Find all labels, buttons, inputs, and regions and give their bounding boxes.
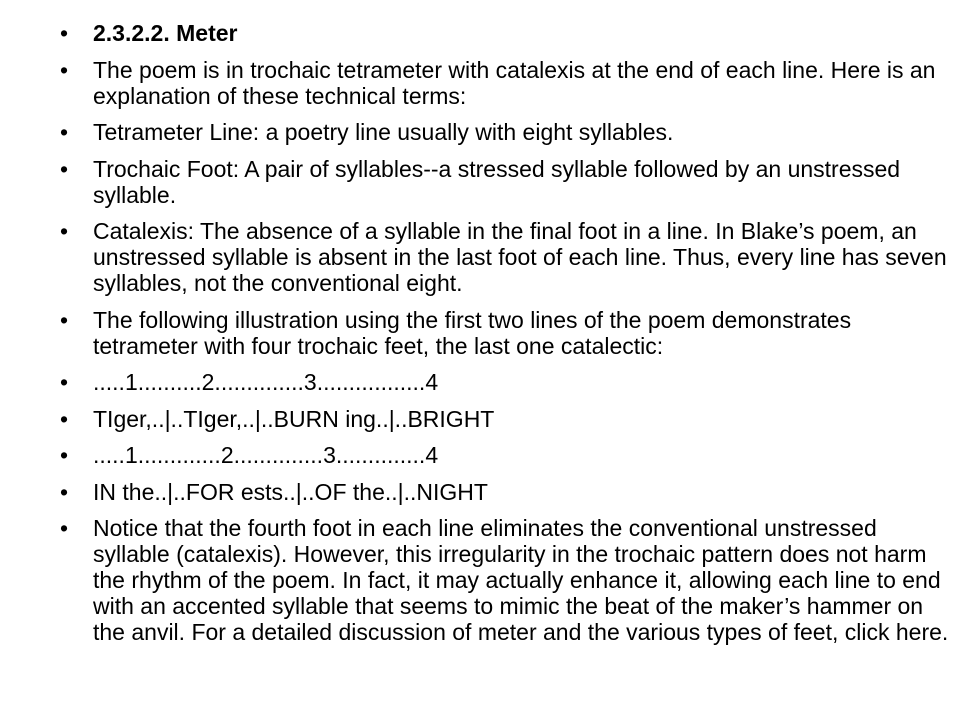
- bullet-text: .....1..........2..............3.................4: [93, 369, 439, 395]
- bullet-list: [60, 20, 949, 645]
- bullet-item-notice: [60, 515, 955, 645]
- bullet-item-heading: [60, 20, 955, 46]
- bullet-icon: •: [60, 306, 69, 333]
- bullet-icon: •: [60, 369, 69, 395]
- bullet-item-scansion-line-2: [60, 479, 955, 505]
- bullet-icon: •: [60, 56, 69, 83]
- bullet-item-tetrameter: [60, 119, 955, 145]
- bullet-icon: •: [60, 119, 69, 145]
- bullet-item-foot-numbers-2: [60, 442, 955, 468]
- bullet-text: Catalexis: The absence of a syllable in the final foot in a line. In Blake’s poem, an unstressed syllable is absent in the last foot of each line. Thus, every line has seven syllables, not the conventional eight.: [93, 218, 947, 296]
- bullet-text: Trochaic Foot: A pair of syllables--a stressed syllable followed by an unstressed syllable.: [93, 155, 901, 208]
- bullet-text: .....1.............2..............3..............4: [93, 442, 439, 468]
- bullet-item-trochaic-foot: [60, 156, 955, 208]
- bullet-icon: •: [60, 442, 69, 468]
- section-heading: 2.3.2.2. Meter: [93, 20, 238, 46]
- bullet-item-foot-numbers-1: [60, 369, 955, 395]
- bullet-icon: •: [60, 405, 69, 432]
- bullet-icon: •: [60, 515, 69, 541]
- bullet-text: The poem is in trochaic tetrameter with catalexis at the end of each line. Here is an explanation of these technical terms:: [93, 56, 936, 109]
- bullet-item-catalexis: [60, 218, 955, 296]
- bullet-item-intro: [60, 57, 955, 109]
- bullet-text: IN the..|..FOR ests..|..OF the..|..NIGHT: [93, 478, 488, 505]
- bullet-icon: •: [60, 218, 69, 244]
- bullet-text: The following illustration using the first two lines of the poem demonstrates tetrameter with four trochaic feet, the last one catalectic:: [93, 306, 852, 359]
- bullet-item-illustration-intro: [60, 307, 955, 359]
- bullet-item-scansion-line-1: [60, 406, 955, 432]
- bullet-text: TIger,..|..TIger,..|..BURN ing..|..BRIGHT: [93, 405, 495, 432]
- bullet-icon: •: [60, 155, 69, 182]
- bullet-icon: •: [60, 20, 69, 46]
- bullet-text: Tetrameter Line: a poetry line usually with eight syllables.: [93, 119, 674, 145]
- bullet-icon: •: [60, 478, 69, 505]
- bullet-text: Notice that the fourth foot in each line eliminates the conventional unstressed syllable (catalexis). However, this irregularity in the trochaic pattern does not harm the rhythm of the poem. In fact, it may actually enhance it, allowing each line to end with an accented syllable that seems to mimic the beat of the maker’s hammer on the anvil. For a detailed discussion of meter and the various types of feet, click here.: [93, 515, 949, 645]
